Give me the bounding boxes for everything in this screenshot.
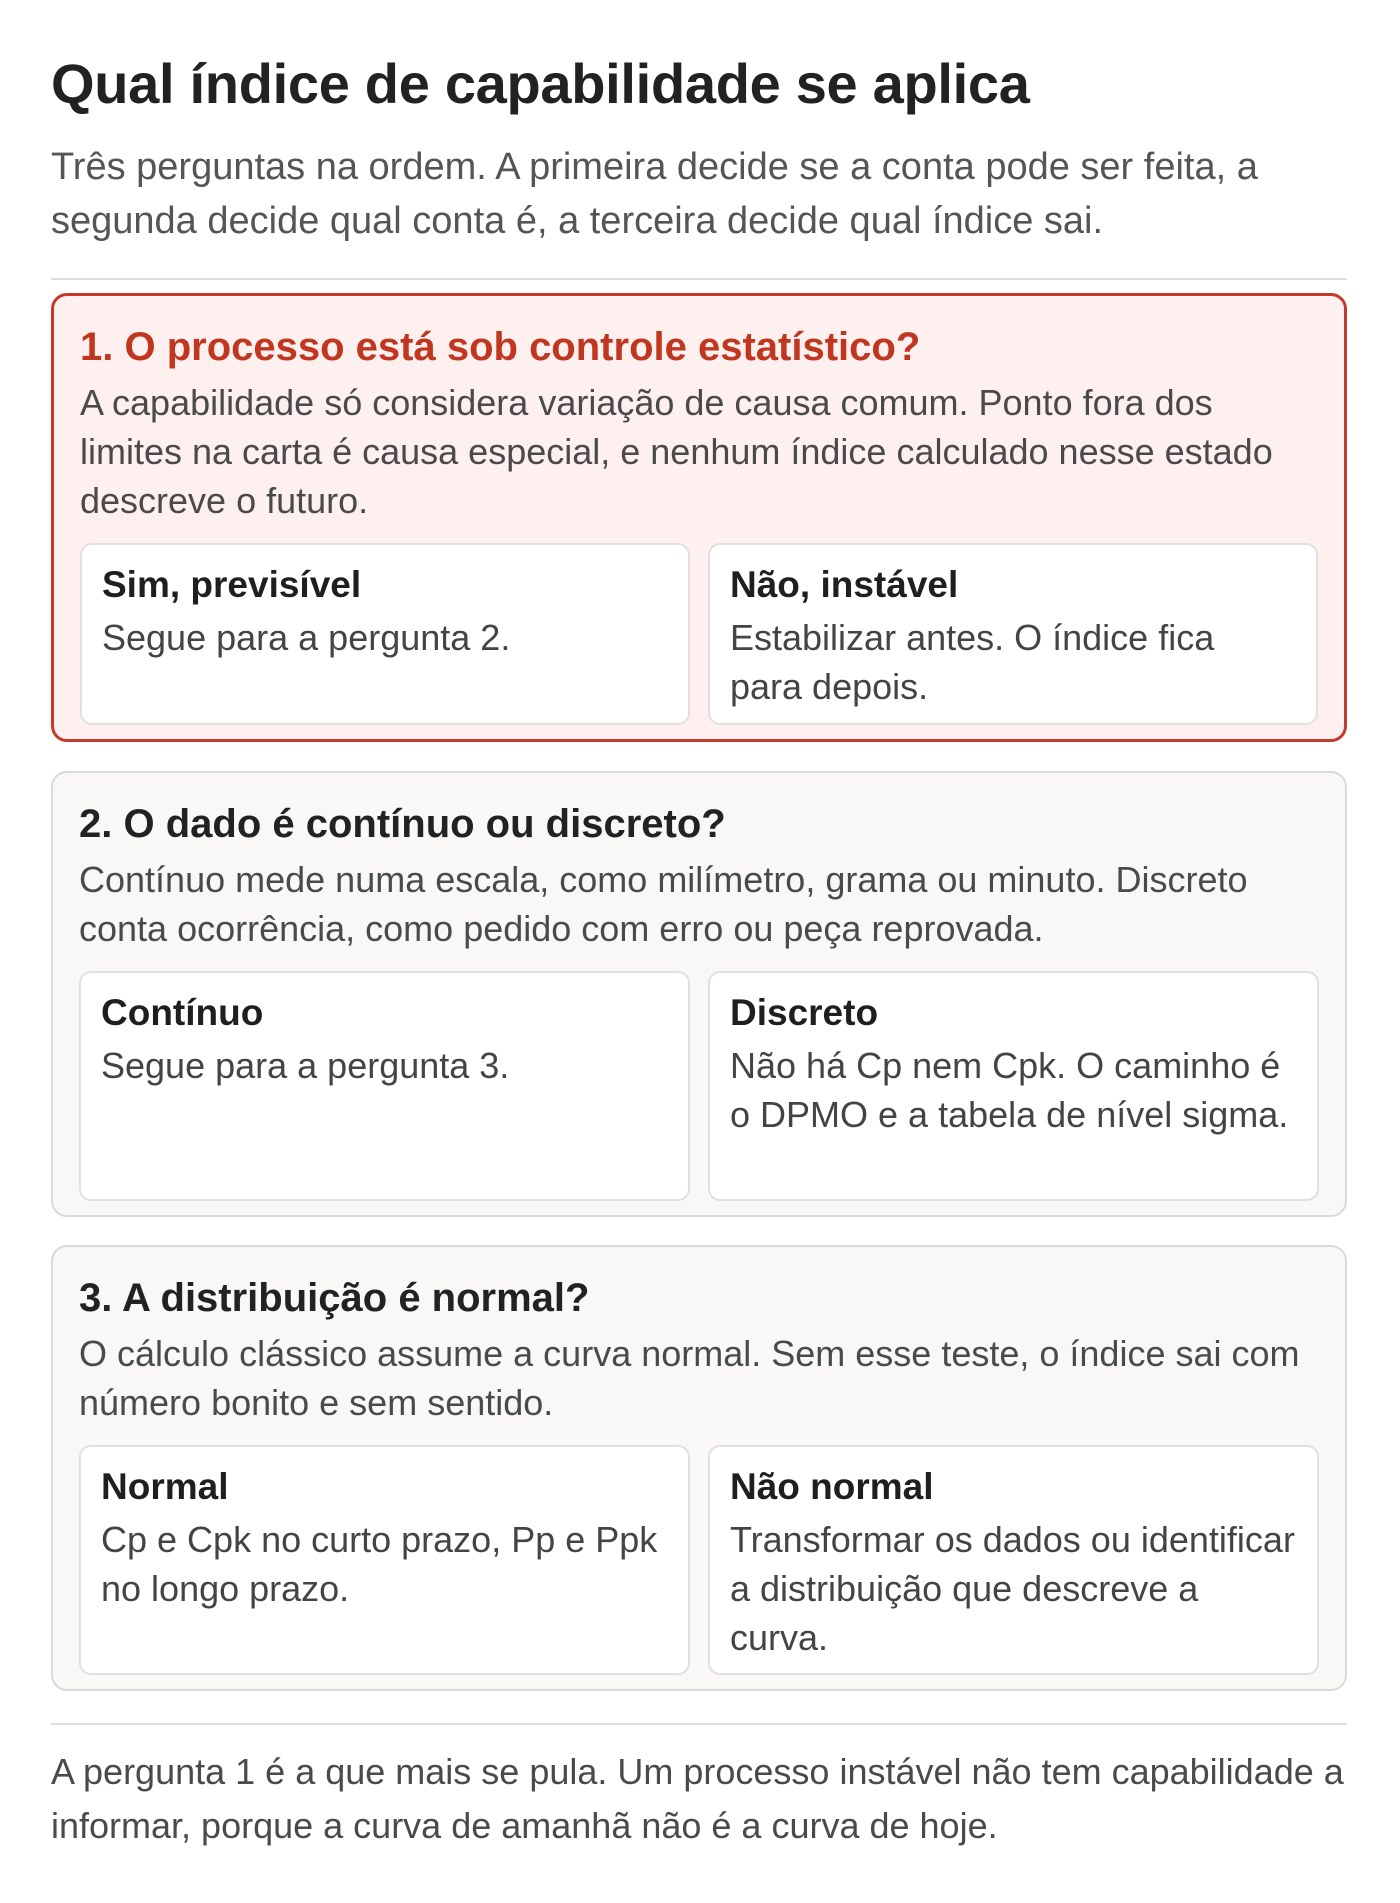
option-normal: [79, 1445, 690, 1675]
option-text: Não há Cp nem Cpk. O caminho é o DPMO e a tabela de nível sigma.: [730, 1045, 1289, 1135]
option-continuo: [79, 971, 690, 1201]
header-divider: [51, 278, 1347, 280]
page-title: Qual índice de capabilidade se aplica: [51, 52, 1030, 115]
page-subtitle: Três perguntas na ordem. A primeira decide se a conta pode ser feita, a segunda decide qual conta é, a terceira decide qual índice sai.: [51, 146, 1258, 242]
option-text: Segue para a pergunta 2.: [102, 617, 511, 658]
option-sim-previsivel: [80, 543, 690, 725]
step-1-card: [51, 293, 1347, 742]
step-2-options: [79, 971, 1319, 1201]
step-1-options: [80, 543, 1318, 725]
footnote: [51, 1723, 1347, 1853]
option-text: Estabilizar antes. O índice fica para depois.: [730, 617, 1215, 707]
option-title: Contínuo: [101, 992, 264, 1033]
step-3-title: 3. A distribuição é normal?: [79, 1276, 590, 1320]
option-nao-instavel: [708, 543, 1318, 725]
step-3-options: [79, 1445, 1319, 1675]
step-2-card: [51, 771, 1347, 1217]
step-2-title: 2. O dado é contínuo ou discreto?: [79, 802, 726, 846]
option-title: Discreto: [730, 992, 879, 1033]
option-title: Sim, previsível: [102, 564, 362, 605]
step-2-description: Contínuo mede numa escala, como milímetro, grama ou minuto. Discreto conta ocorrência, como pedido com erro ou peça reprovada.: [79, 859, 1248, 949]
option-discreto: [708, 971, 1319, 1201]
step-1-description: A capabilidade só considera variação de causa comum. Ponto fora dos limites na carta é causa especial, e nenhum índice calculado nesse estado descreve o futuro.: [80, 382, 1273, 521]
step-1-title: 1. O processo está sob controle estatístico?: [80, 325, 921, 369]
step-3-card: [51, 1245, 1347, 1691]
option-text: Segue para a pergunta 3.: [101, 1045, 510, 1086]
page: [51, 0, 1347, 1846]
step-3-description: O cálculo clássico assume a curva normal. Sem esse teste, o índice sai com número bonito e sem sentido.: [79, 1333, 1300, 1423]
option-text: Cp e Cpk no curto prazo, Pp e Ppk no longo prazo.: [101, 1519, 658, 1609]
footnote-divider: [51, 1723, 1347, 1725]
option-title: Não normal: [730, 1466, 934, 1507]
option-nao-normal: [708, 1445, 1319, 1675]
option-text: Transformar os dados ou identificar a distribuição que descreve a curva.: [730, 1519, 1295, 1658]
option-title: Não, instável: [730, 564, 959, 605]
option-title: Normal: [101, 1466, 229, 1507]
footnote-text: A pergunta 1 é a que mais se pula. Um processo instável não tem capabilidade a informar, porque a curva de amanhã não é a curva de hoje.: [51, 1751, 1344, 1846]
